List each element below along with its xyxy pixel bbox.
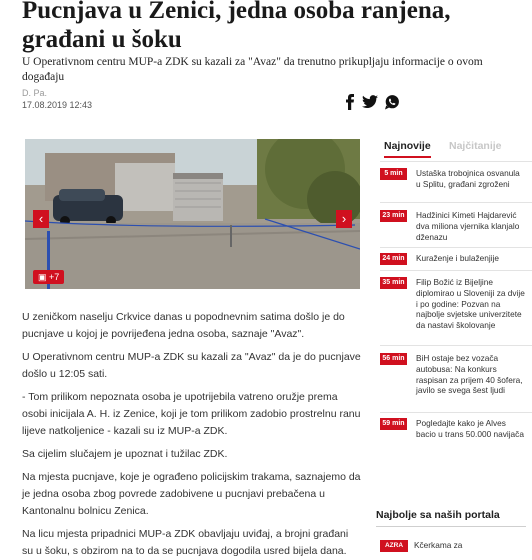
section-divider (376, 526, 526, 527)
article-author: D. Pa. (22, 88, 48, 98)
portals-section-title: Najbolje sa naših portala (376, 509, 500, 521)
news-title[interactable]: Kuraženje i bulaženjije (416, 253, 500, 263)
news-title[interactable]: Ustaška trobojnica osvanula u Splitu, građani zgroženi (416, 168, 520, 189)
list-item[interactable] (380, 412, 532, 457)
photo-next-button[interactable]: › (336, 210, 352, 228)
camera-icon: ▣ (38, 272, 47, 282)
article-headline: Pucnjava u Zenici, jedna osoba ranjena, građani u šoku (22, 0, 451, 53)
article-paragraph: U Operativnom centru MUP-a ZDK su kazali za "Avaz" da je do pucnjave došlo u 12:05 sati. (22, 351, 361, 380)
photo-count-badge[interactable] (33, 270, 64, 284)
list-item[interactable] (380, 270, 532, 345)
list-item[interactable] (380, 247, 532, 270)
whatsapp-icon[interactable] (384, 94, 400, 115)
time-badge: 59 min (380, 418, 407, 430)
article-paragraph: - Tom prilikom nepoznata osoba je upotrijebila vatreno oružje prema osobi inicijala A. H. iz Zenice, koji je tom prilikom zadobio prostrelnu ranu lijeve natkoljenice - kazali su iz MUP-a ZDK. (22, 391, 361, 437)
twitter-icon[interactable] (362, 95, 378, 114)
article-paragraph: U zeničkom naselju Crkvice danas u popodnevnim satima došlo je do pucnjave u kojoj je povrijeđena jedna osoba, saznaje "Avaz". (22, 311, 345, 340)
list-item[interactable] (380, 202, 532, 247)
article-paragraph: Na licu mjesta pripadnici MUP-a ZDK obavljaju uviđaj, a brojni građani su u šoku, s obzirom na to da se pucnjava dogodila usred bijela dana. (22, 528, 349, 557)
news-title[interactable]: Filip Božić iz Bijeljine diplomirao u Sloveniji za dvije i po godine: Pozvan na najbolje svjetske univerzitete da nastavi školovanje (416, 277, 525, 331)
news-title[interactable]: Pogledajte kako je Alves bacio u trans 50.000 navijača (416, 418, 524, 439)
photo-count-label: +7 (49, 272, 60, 282)
article-paragraph: Sa cijelim slučajem je upoznat i tužilac ZDK. (22, 448, 228, 460)
portal-news-title[interactable]: Kčerkama za (414, 540, 463, 550)
source-badge: AZRA (380, 540, 408, 552)
article-photo[interactable] (25, 139, 360, 289)
article-paragraph: Na mjesta pucnjave, koje je ograđeno policijskim trakama, saznajemo da je jedna osoba zbog povrede zadobivene u pucnjavi prebačena u Kantonalnu bolnicu Zenica. (22, 471, 361, 517)
time-badge: 5 min (380, 168, 407, 180)
photo-scene (25, 139, 360, 289)
time-badge: 23 min (380, 210, 407, 222)
article-lead: U Operativnom centru MUP-a ZDK su kazali za "Avaz" da trenutno prikupljaju informacije o ovom događaju (22, 56, 483, 83)
article-date: 17.08.2019 12:43 (22, 100, 93, 110)
latest-news-list (380, 161, 532, 457)
tab-most-read[interactable]: Najčitanije (449, 140, 502, 152)
news-title[interactable]: BiH ostaje bez vozača autobusa: Na konkurs raspisan za prijem 40 šofera, javilo se svega šest ljudi (416, 353, 523, 396)
share-bar (344, 94, 400, 115)
sidebar-tabs (380, 140, 532, 160)
time-badge: 35 min (380, 277, 407, 289)
photo-prev-button[interactable]: ‹ (33, 210, 49, 228)
list-item[interactable] (380, 345, 532, 412)
list-item[interactable] (380, 161, 532, 202)
tab-latest[interactable]: Najnovije (384, 140, 431, 158)
facebook-icon[interactable] (344, 94, 356, 115)
time-badge: 56 min (380, 353, 407, 365)
time-badge: 24 min (380, 253, 407, 265)
news-title[interactable]: Hadžinici Kimeti Hajdarević dva miliona vjernika klanjalo dženazu (416, 210, 520, 242)
